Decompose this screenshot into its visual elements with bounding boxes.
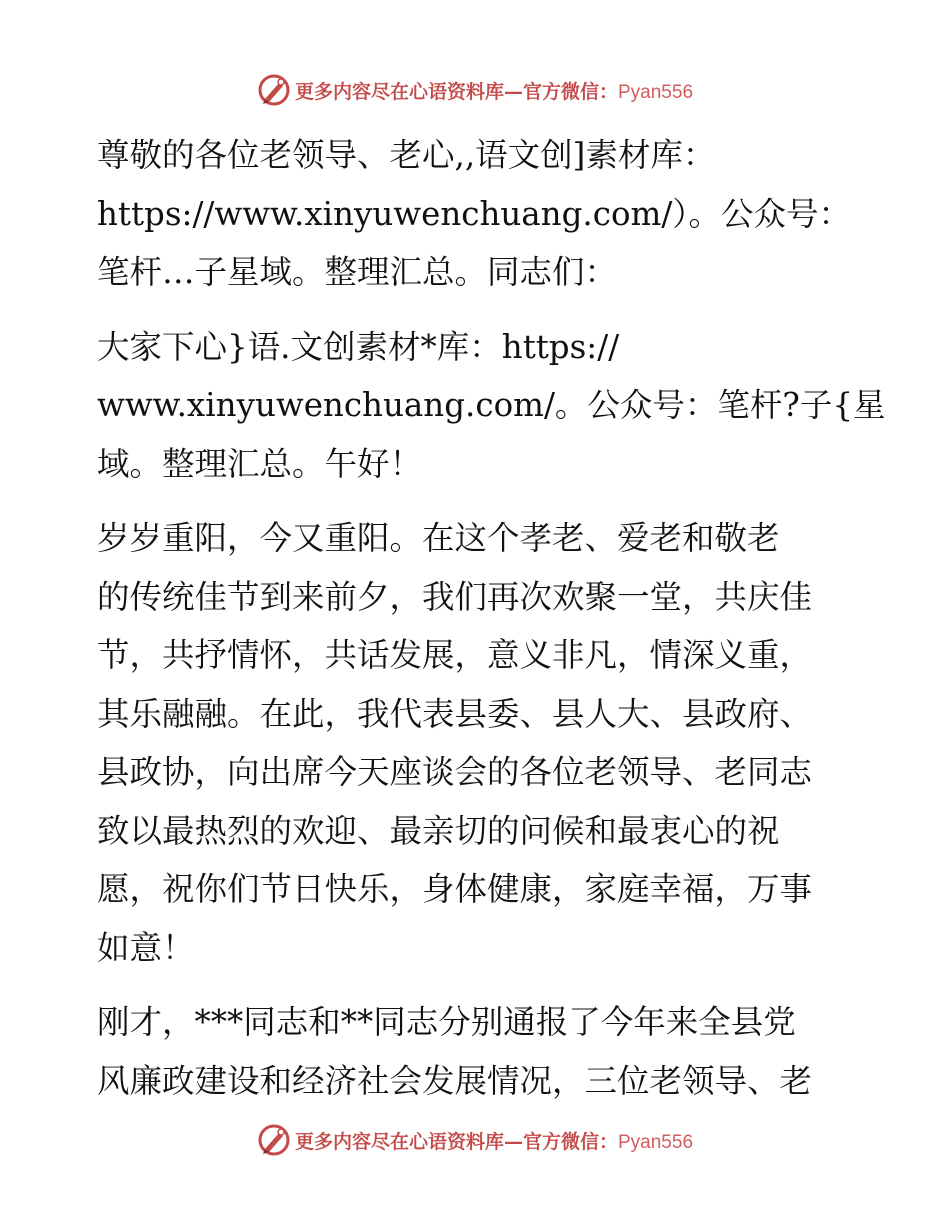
text-line: https://www.xinyuwenchuang.com/）。公众号： bbox=[97, 194, 852, 233]
wechat-id: Pyan556 bbox=[618, 1131, 694, 1153]
text-line: 其乐融融。在此，我代表县委、县人大、县政府、 bbox=[97, 694, 813, 733]
text-line: 岁岁重阳，今又重阳。在这个孝老、爱老和敬老 bbox=[97, 519, 780, 557]
text-line: 愿，祝你们节日快乐，身体健康，家庭幸福，万事 bbox=[97, 870, 813, 908]
text-line: 域。整理汇总。午好！ bbox=[97, 444, 423, 483]
text-line: 风廉政建设和经济社会发展情况，三位老领导、老 bbox=[97, 1061, 813, 1100]
paragraph-3 bbox=[97, 509, 857, 977]
text-line: www.xinyuwenchuang.com/。公众号：笔杆?子{星 bbox=[97, 386, 886, 424]
text-line: 尊敬的各位老领导、老心,,语文创]素材库： bbox=[97, 136, 716, 174]
banner-text: 更多内容尽在心语资料库—官方微信：Pyan556 bbox=[294, 1130, 694, 1153]
pen-logo-icon bbox=[257, 73, 291, 107]
text-line: 节，共抒情怀，共话发展，意义非凡，情深义重， bbox=[97, 636, 813, 674]
text-line: 刚才，***同志和**同志分别通报了今年来全县党 bbox=[97, 1003, 796, 1041]
text-line: 如意！ bbox=[97, 928, 195, 967]
paragraph-2 bbox=[97, 318, 886, 494]
pen-logo-icon bbox=[257, 1123, 291, 1157]
banner-text: 更多内容尽在心语资料库—官方微信：Pyan556 bbox=[294, 80, 694, 103]
paragraph-4 bbox=[97, 993, 857, 1110]
paragraph-1 bbox=[97, 126, 857, 302]
header-banner bbox=[0, 70, 950, 110]
text-line: 笔杆…子星域。整理汇总。同志们： bbox=[97, 253, 618, 291]
text-line: 大家下心}语.文创素材*库：https:// bbox=[97, 327, 620, 366]
text-line: 的传统佳节到来前夕，我们再次欢聚一堂，共庆佳 bbox=[97, 577, 813, 616]
wechat-id: Pyan556 bbox=[618, 81, 694, 103]
document-body bbox=[97, 126, 886, 1126]
text-line: 致以最热烈的欢迎、最亲切的问候和最衷心的祝 bbox=[97, 811, 780, 850]
footer-banner bbox=[0, 1120, 950, 1160]
text-line: 县政协，向出席今天座谈会的各位老领导、老同志 bbox=[97, 753, 813, 791]
